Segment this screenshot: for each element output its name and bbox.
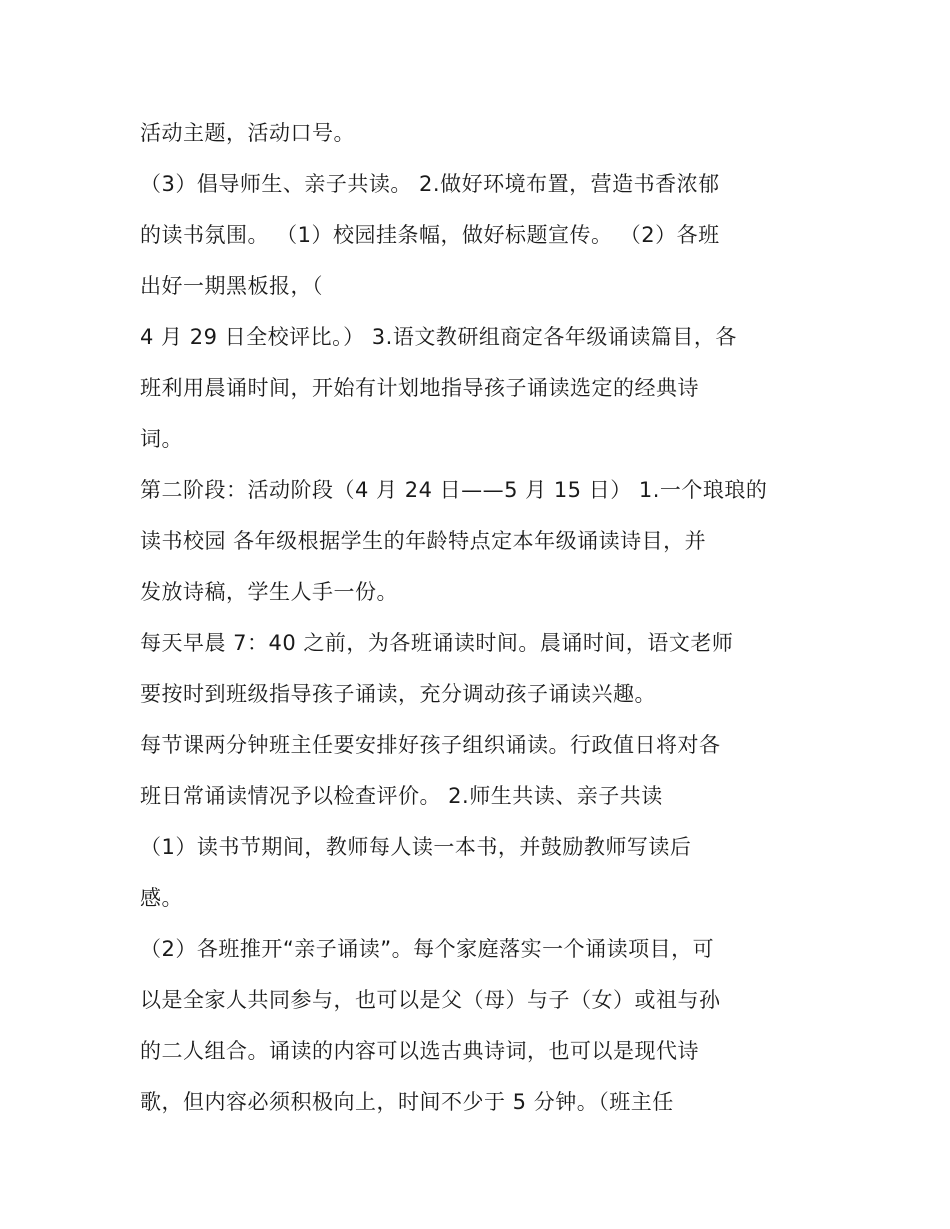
document-body xyxy=(140,108,820,1128)
text-line: 班利用晨诵时间，开始有计划地指导孩子诵读选定的经典诗 xyxy=(140,376,699,400)
text-line: 每节课两分钟班主任要安排好孩子组织诵读。行政值日将对各 xyxy=(140,733,721,757)
text-line: 第二阶段：活动阶段（4 月 24 日——5 月 15 日） 1.一个琅琅的 xyxy=(140,478,768,502)
text-line: 词。 xyxy=(140,427,183,451)
text-line: 以是全家人共同参与，也可以是父（母）与子（女）或祖与孙 xyxy=(140,988,721,1012)
text-line: （2）各班推开“亲子诵读”。每个家庭落实一个诵读项目，可 xyxy=(140,937,715,961)
text-line: 发放诗稿，学生人手一份。 xyxy=(140,580,398,604)
text-line: 要按时到班级指导孩子诵读，充分调动孩子诵读兴趣。 xyxy=(140,682,656,706)
text-line: 活动主题，活动口号。 xyxy=(140,121,355,145)
text-line: 的二人组合。诵读的内容可以选古典诗词，也可以是现代诗 xyxy=(140,1039,699,1063)
text-line: 每天早晨 7：40 之前，为各班诵读时间。晨诵时间，语文老师 xyxy=(140,631,734,655)
text-line: 的读书氛围。 （1）校园挂条幅，做好标题宣传。 （2）各班 xyxy=(140,223,720,247)
text-line: 4 月 29 日全校评比。） 3.语文教研组商定各年级诵读篇目，各 xyxy=(140,325,737,349)
text-line: 读书校园 各年级根据学生的年龄特点定本年级诵读诗目，并 xyxy=(140,529,707,553)
text-line: 出好一期黑板报，（ xyxy=(140,274,323,298)
text-line: 感。 xyxy=(140,886,183,910)
text-line: （1）读书节期间，教师每人读一本书，并鼓励教师写读后 xyxy=(140,835,692,859)
text-line: （3）倡导师生、亲子共读。 2.做好环境布置，营造书香浓郁 xyxy=(140,172,720,196)
text-line: 班日常诵读情况予以检查评价。 2.师生共读、亲子共读 xyxy=(140,784,663,808)
text-line: 歌，但内容必须积极向上，时间不少于 5 分钟。（班主任 xyxy=(140,1090,674,1114)
